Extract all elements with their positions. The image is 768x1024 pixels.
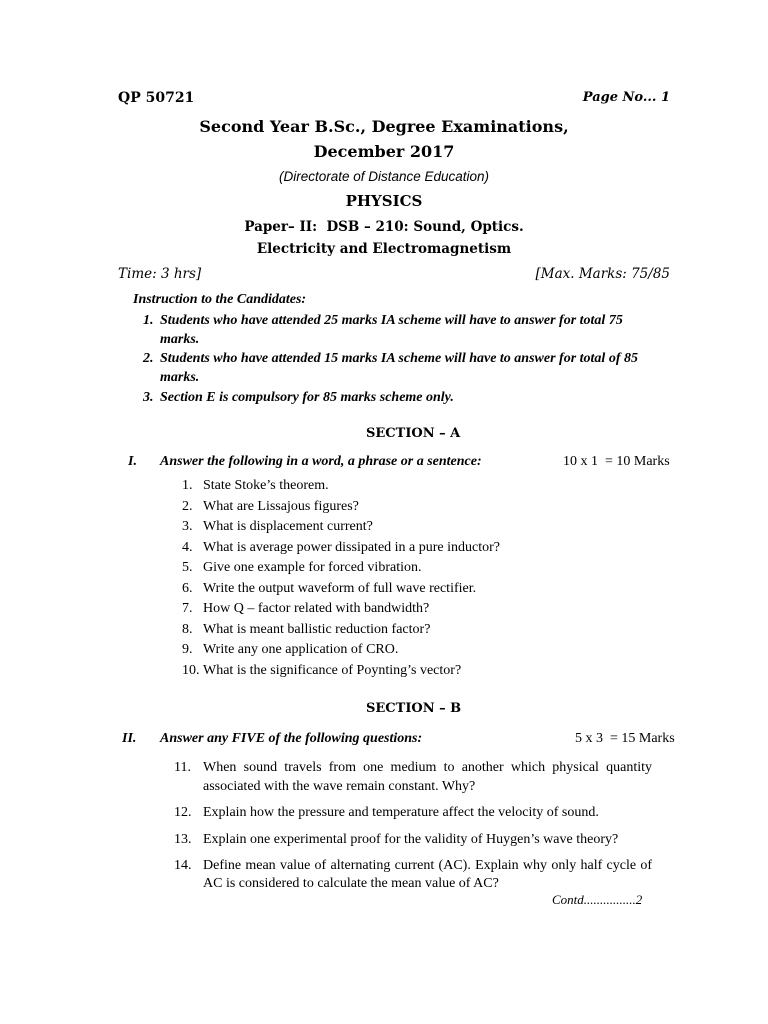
- qp-code: QP 50721: [118, 90, 195, 106]
- section-b-directive: Answer any FIVE of the following questions:: [160, 731, 423, 746]
- question-item: [182, 640, 500, 661]
- directorate: (Directorate of Distance Education): [278, 169, 490, 184]
- instruction-number: 3.: [143, 390, 154, 405]
- question-item: [182, 538, 500, 559]
- question-item: [174, 803, 652, 822]
- exam-duration: Time: 3 hrs]: [118, 266, 202, 282]
- question-text: What is average power dissipated in a pure inductor?: [203, 539, 501, 555]
- instruction-item: [143, 311, 652, 349]
- question-text: What is the significance of Poynting’s vector?: [203, 662, 462, 678]
- section-b-heading: SECTION – B: [366, 701, 462, 716]
- question-text: What is meant ballistic reduction factor?: [203, 621, 431, 637]
- continued-note: Contd................2: [552, 892, 643, 907]
- question-number: 7.: [182, 601, 193, 616]
- question-text: What is displacement current?: [203, 519, 373, 534]
- paper-title-continued: Electricity and Electromagnetism: [256, 241, 512, 257]
- question-text: What are Lissajous figures?: [203, 498, 359, 514]
- section-a-marks: 10 x 1 = 10 Marks: [563, 454, 670, 469]
- max-marks: [Max. Marks: 75/85: [535, 266, 670, 282]
- question-text: Define mean value of alternating current (AC). Explain why only half cycle of AC is considered to calculate the mean value of AC?: [203, 858, 652, 891]
- section-a-heading: SECTION – A: [366, 426, 461, 441]
- question-number: 11.: [174, 760, 191, 775]
- question-text: Give one example for forced vibration.: [203, 560, 422, 575]
- question-text: How Q – factor related with bandwidth?: [203, 601, 430, 616]
- section-a-directive: Answer the following in a word, a phrase or a sentence:: [160, 454, 482, 469]
- question-item: [174, 830, 652, 849]
- question-number: 12.: [174, 805, 192, 820]
- question-item: [182, 599, 500, 620]
- question-item: [174, 857, 652, 892]
- question-number: 13.: [174, 832, 192, 847]
- question-number: 8.: [182, 621, 193, 637]
- question-item: [182, 661, 500, 682]
- instruction-number: 2.: [143, 351, 154, 366]
- instruction-text: Students who have attended 15 marks IA scheme will have to answer for total of 85 marks.: [160, 351, 638, 385]
- question-text: State Stoke’s theorem.: [203, 478, 329, 493]
- question-number: 2.: [182, 498, 193, 514]
- question-item: [174, 758, 652, 796]
- question-number: 5.: [182, 560, 193, 575]
- paper-title: Paper– II: DSB – 210: Sound, Optics.: [244, 219, 524, 235]
- instruction-number: 1.: [143, 313, 154, 328]
- question-item: [182, 620, 500, 641]
- page-number: Page No... 1: [582, 90, 670, 105]
- section-b-part: II.: [122, 731, 137, 746]
- instruction-text: Section E is compulsory for 85 marks scheme only.: [160, 390, 454, 405]
- question-number: 1.: [182, 478, 193, 493]
- question-text: Explain one experimental proof for the validity of Huygen’s wave theory?: [203, 832, 619, 847]
- question-number: 9.: [182, 642, 193, 657]
- instruction-item: [143, 349, 652, 387]
- question-item: [182, 558, 500, 579]
- question-item: [182, 579, 500, 600]
- question-item: [182, 476, 500, 497]
- instructions-heading: Instruction to the Candidates:: [133, 292, 307, 307]
- question-item: [182, 497, 500, 518]
- question-item: [182, 517, 500, 538]
- section-a-part: I.: [128, 454, 137, 469]
- subject-title: PHYSICS: [345, 192, 423, 210]
- question-number: 4.: [182, 539, 193, 555]
- question-text: Write any one application of CRO.: [203, 642, 399, 657]
- question-number: 6.: [182, 580, 193, 596]
- section-b-marks: 5 x 3 = 15 Marks: [575, 731, 675, 746]
- question-number: 10.: [182, 662, 200, 678]
- exam-title: Second Year B.Sc., Degree Examinations,: [199, 117, 569, 136]
- question-number: 3.: [182, 519, 193, 534]
- question-number: 14.: [174, 858, 192, 873]
- instruction-item: [143, 388, 652, 407]
- question-text: Write the output waveform of full wave rectifier.: [203, 580, 477, 596]
- section-a-question-list: [182, 476, 500, 681]
- question-text: When sound travels from one medium to another which physical quantity associated with the wave remain constant. Why?: [203, 760, 652, 794]
- exam-date: December 2017: [313, 142, 455, 161]
- question-text: Explain how the pressure and temperature affect the velocity of sound.: [203, 805, 599, 820]
- instruction-text: Students who have attended 25 marks IA scheme will have to answer for total 75 marks.: [160, 313, 623, 347]
